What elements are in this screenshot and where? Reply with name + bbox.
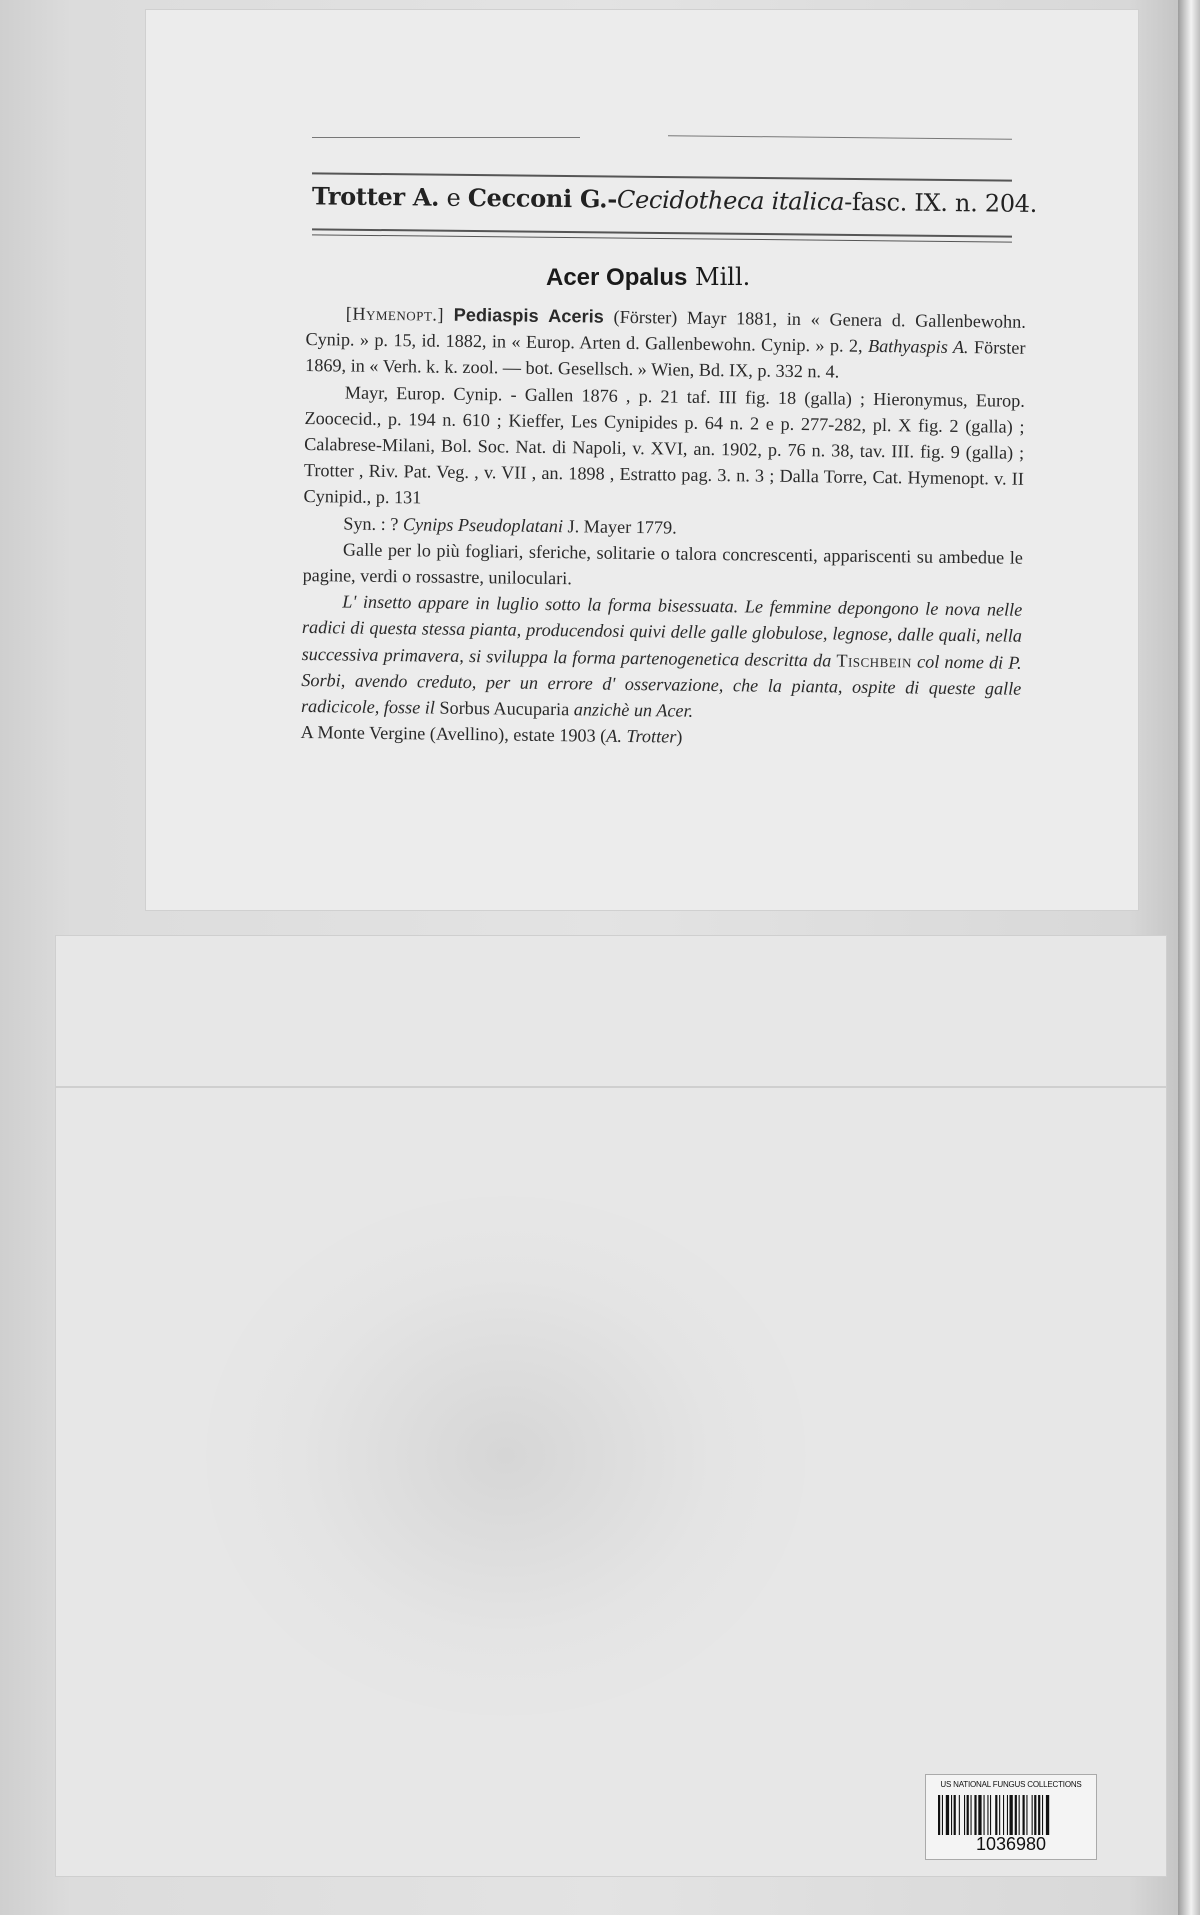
barcode-bar	[974, 1795, 976, 1835]
barcode-bar	[995, 1795, 997, 1835]
collector-name: A. Trotter	[606, 725, 677, 747]
label-body	[301, 300, 1026, 754]
bio-text2: col nome di P. Sorbi, avendo creduto, per un errore d' osservazione, che la pianta, ospite di queste galle radicicole, fosse il	[300, 651, 1022, 718]
barcode-bar	[1032, 1795, 1033, 1835]
barcode-bar	[954, 1795, 956, 1835]
envelope-flap-line	[56, 1086, 1166, 1088]
syn-prefix: Syn. : ?	[343, 513, 399, 534]
envelope-stain	[206, 1196, 806, 1716]
barcode-bar	[967, 1795, 969, 1835]
para-biology	[301, 588, 1023, 728]
species-name: Acer Opalus	[546, 264, 688, 291]
barcode-bar	[1038, 1795, 1040, 1835]
barcode-label	[926, 1775, 1096, 1859]
barcode-bar	[990, 1795, 991, 1835]
para-taxon	[305, 300, 1026, 387]
barcode-number: 1036980	[975, 1834, 1047, 1854]
barcode-bar	[1023, 1795, 1025, 1835]
locality-text: A Monte Vergine (Avellino), estate 1903 (	[300, 722, 607, 746]
syn-name: Cynips Pseudoplatani	[402, 513, 564, 536]
bio-name: Tischbein	[836, 650, 913, 672]
locality-close: )	[676, 726, 683, 747]
barcode-bar	[938, 1795, 940, 1835]
syn-suffix: J. Mayer 1779.	[567, 515, 677, 538]
para1-text: (Förster) Mayr 1881, in « Genera d. Gallenbewohn. Cynip. » p. 15, id. 1882, in « Europ. Arten d. Gallenbewohn. Cynip. » p. 2,	[305, 306, 1026, 357]
barcode-bar	[978, 1795, 981, 1835]
para1-text2: Förster 1869, in « Verh. k. k. zool. — bot. Gesellsch. » Wien, Bd. IX, p. 332 n. 4.	[305, 337, 1026, 382]
header-fasc: -fasc. IX. n. 204.	[844, 187, 1038, 218]
barcode-bar	[942, 1795, 943, 1835]
bio-text3: anzichè un Acer.	[573, 699, 694, 721]
barcode-bar	[999, 1795, 1000, 1835]
barcode-bar	[1019, 1795, 1020, 1835]
barcode-bar	[1042, 1795, 1043, 1835]
barcode-bar	[1026, 1795, 1027, 1835]
top-rule-left	[312, 137, 580, 138]
species-title	[546, 263, 750, 292]
barcode-icon	[938, 1795, 1084, 1835]
barcode-bar	[1007, 1795, 1008, 1835]
specimen-envelope	[56, 936, 1166, 1876]
bio-text1: L' insetto appare in luglio sotto la forma bisessuata. Le femmine depongono le nova nelle radici di questa stessa pianta, producendosi quivi delle galle globulose, legnose, dalle quali, nella successiva primavera, si sviluppa la forma partenogenetica descritta da	[301, 591, 1023, 671]
barcode-bar	[951, 1795, 952, 1835]
barcode-bar	[1046, 1795, 1049, 1835]
barcode-bar	[1015, 1795, 1017, 1835]
bio-host: Sorbus Aucuparia	[439, 697, 570, 720]
barcode-bar	[987, 1795, 988, 1835]
para-references: Mayr, Europ. Cynip. - Gallen 1876 , p. 21 taf. III fig. 18 (galla) ; Hieronymus, Europ. Zoocecid., p. 194 n. 610 ; Kieffer, Les Cynipides p. 64 n. 2 e p. 277-282, pl. X fig. 2 (galla) ; Calabrese-Milani, Bol. Soc. Nat. di Napoli, v. XVI, an. 1902, p. 76 n. 38, tav. III. fig. 9 (galla) ; Trotter , Riv. Pat. Veg. , v. VII , an. 1898 , Estratto pag. 3. n. 3 ; Dalla Torre, Cat. Hymenopt. v. II Cynipid., p. 131	[303, 382, 1025, 508]
header-coauthor: Cecconi G.-	[467, 182, 618, 214]
barcode-bar	[984, 1795, 985, 1835]
species-author: Mill.	[695, 263, 751, 291]
barcode-bar	[971, 1795, 972, 1835]
header-conj: e	[446, 183, 461, 212]
para-description: Galle per lo più fogliari, sferiche, solitarie o talora concrescenti, appariscenti su ambedue le pagine, verdi o rossastre, uniloculari.	[302, 539, 1024, 589]
syn-taxon: Bathyaspis A.	[867, 336, 969, 358]
taxon-name: Pediaspis Aceris	[453, 304, 604, 327]
barcode-bar	[1003, 1795, 1004, 1835]
barcode-bar	[946, 1795, 949, 1835]
barcode-institution: US NATIONAL FUNGUS COLLECTIONS	[940, 1780, 1082, 1789]
barcode-bar	[1034, 1795, 1036, 1835]
barcode-bar	[964, 1795, 965, 1835]
header-authors: Trotter A.	[311, 181, 440, 212]
sheet-edge	[1178, 0, 1200, 1915]
barcode-bar	[959, 1795, 960, 1835]
order-tag: [Hymenopt.]	[345, 303, 445, 325]
header-series: Cecidotheca italica	[616, 185, 845, 216]
barcode-bar	[1010, 1795, 1013, 1835]
